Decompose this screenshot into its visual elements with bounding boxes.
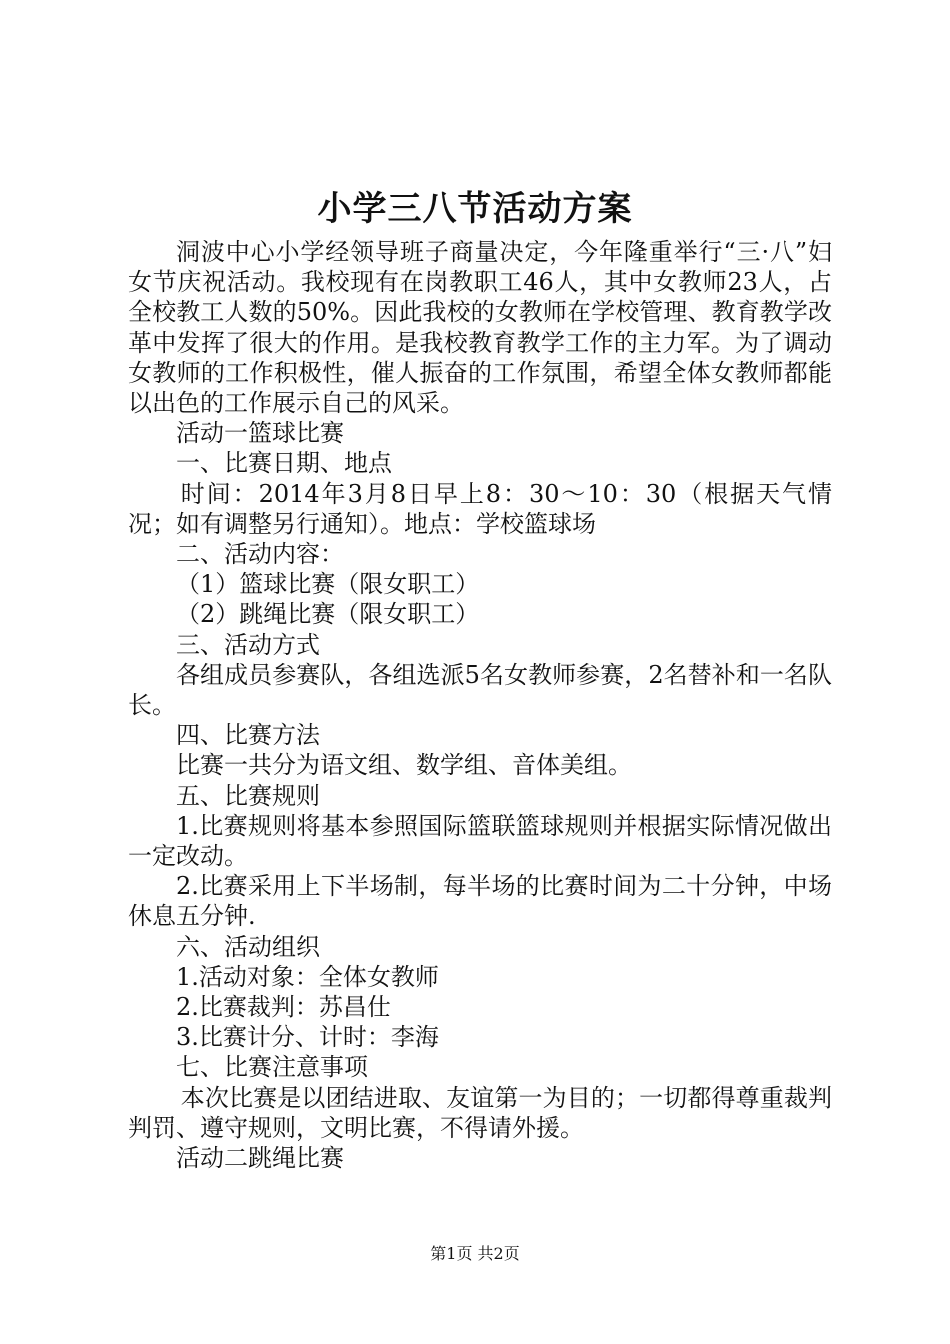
organization-item-1: 1.活动对象：全体女教师 bbox=[176, 962, 439, 991]
section-heading-competition-method: 四、比赛方法 bbox=[176, 721, 320, 750]
section-heading-organization: 六、活动组织 bbox=[176, 932, 320, 961]
paragraph-time-location: 时间：2014年3月8日早上8：30～10：30（根据天气情况；如有调整另行通知）。地点：学校篮球场 bbox=[128, 479, 832, 538]
paragraph-notes: 本次比赛是以团结进取、友谊第一为目的；一切都得尊重裁判判罚、遵守规则，文明比赛，不得请外援。 bbox=[128, 1083, 832, 1142]
paragraph-groups: 比赛一共分为语文组、数学组、音体美组。 bbox=[176, 751, 632, 780]
section-heading-activity-2: 活动二跳绳比赛 bbox=[176, 1144, 344, 1173]
page-footer: 第1页 共2页 bbox=[430, 1244, 520, 1263]
section-heading-notes: 七、比赛注意事项 bbox=[176, 1053, 368, 1082]
section-heading-method: 三、活动方式 bbox=[176, 630, 320, 659]
section-heading-date-location: 一、比赛日期、地点 bbox=[176, 449, 392, 478]
rule-item-1: 1.比赛规则将基本参照国际篮联篮球规则并根据实际情况做出一定改动。 bbox=[128, 811, 832, 871]
organization-item-2: 2.比赛裁判：苏昌仕 bbox=[176, 993, 391, 1022]
section-heading-activity-1: 活动一篮球比赛 bbox=[176, 419, 344, 448]
rule-item-2: 2.比赛采用上下半场制，每半场的比赛时间为二十分钟，中场休息五分钟. bbox=[128, 872, 832, 931]
document-body bbox=[128, 237, 832, 1173]
document-title: 小学三八节活动方案 bbox=[317, 189, 633, 229]
list-item-rope-skipping: （2）跳绳比赛（限女职工） bbox=[176, 600, 480, 629]
section-heading-rules: 五、比赛规则 bbox=[176, 781, 320, 810]
paragraph-team-composition: 各组成员参赛队，各组选派5名女教师参赛，2名替补和一名队长。 bbox=[128, 660, 832, 720]
list-item-basketball: （1）篮球比赛（限女职工） bbox=[176, 570, 480, 599]
section-heading-content: 二、活动内容： bbox=[176, 540, 344, 569]
intro-paragraph: 洞波中心小学经领导班子商量决定，今年隆重举行“三·八”妇女节庆祝活动。我校现有在岗教职工46人，其中女教师23人，占全校教工人数的50%。因此我校的女教师在学校管理、教育教学改革中发挥了很大的作用。是我校教育教学工作的主力军。为了调动女教师的工作积极性，催人振奋的工作氛围，希望全体女教师都能以出色的工作展示自己的风采。 bbox=[128, 238, 832, 418]
organization-item-3: 3.比赛计分、计时：李海 bbox=[176, 1023, 439, 1052]
